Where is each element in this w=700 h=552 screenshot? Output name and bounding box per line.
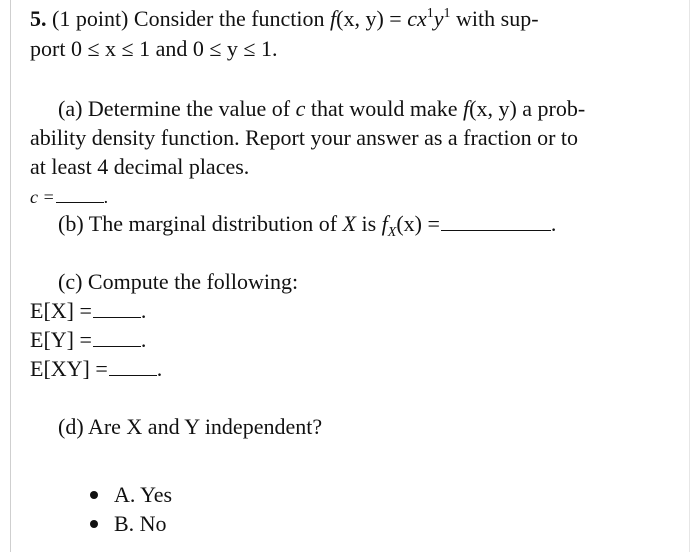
answer-blank-marginal[interactable] [441,212,551,231]
part-b-line: (b) The marginal distribution of X is $f_X(x)$ = . [58,211,557,240]
part-c-item-exy: E[XY] = . [30,356,163,381]
problem-statement-line1: 5. (1 point) Consider the function f(x, $y) = cx^1y^1$ with sup- [30,6,539,31]
answer-blank-ey[interactable] [93,328,141,347]
answer-blank-exy[interactable] [109,357,157,376]
part-a-line1: (a) Determine the value of c that would make f(x, y) a prob- [58,96,586,121]
answer-blank-c[interactable] [56,184,104,203]
option-yes[interactable]: A. Yes [90,481,172,509]
part-a-line2: ability density function. Report your answer as a fraction or to [30,125,579,150]
problem-points: (1 point) [52,6,129,31]
part-a-answer: c = . [30,183,108,211]
function-name: f [330,6,337,31]
part-c-item-ex: E[X] = . [30,298,147,323]
part-d-question: (d) Are X and Y independent? [58,414,323,439]
bullet-icon [90,520,98,528]
problem-number: 5. [30,6,47,31]
part-a-line3: at least 4 decimal places. [30,154,250,179]
option-no[interactable]: B. No [90,510,167,538]
answer-blank-ex[interactable] [93,299,141,318]
bullet-icon [90,491,98,499]
answer-label-c: c = [30,187,55,207]
part-c-item-ey: E[Y] = . [30,327,147,352]
part-c-heading: (c) Compute the following: [58,269,299,294]
support-statement: port 0 ≤ x ≤ 1 and 0 ≤ y ≤ 1. [30,36,278,61]
problem-intro: Consider the function [133,6,325,31]
